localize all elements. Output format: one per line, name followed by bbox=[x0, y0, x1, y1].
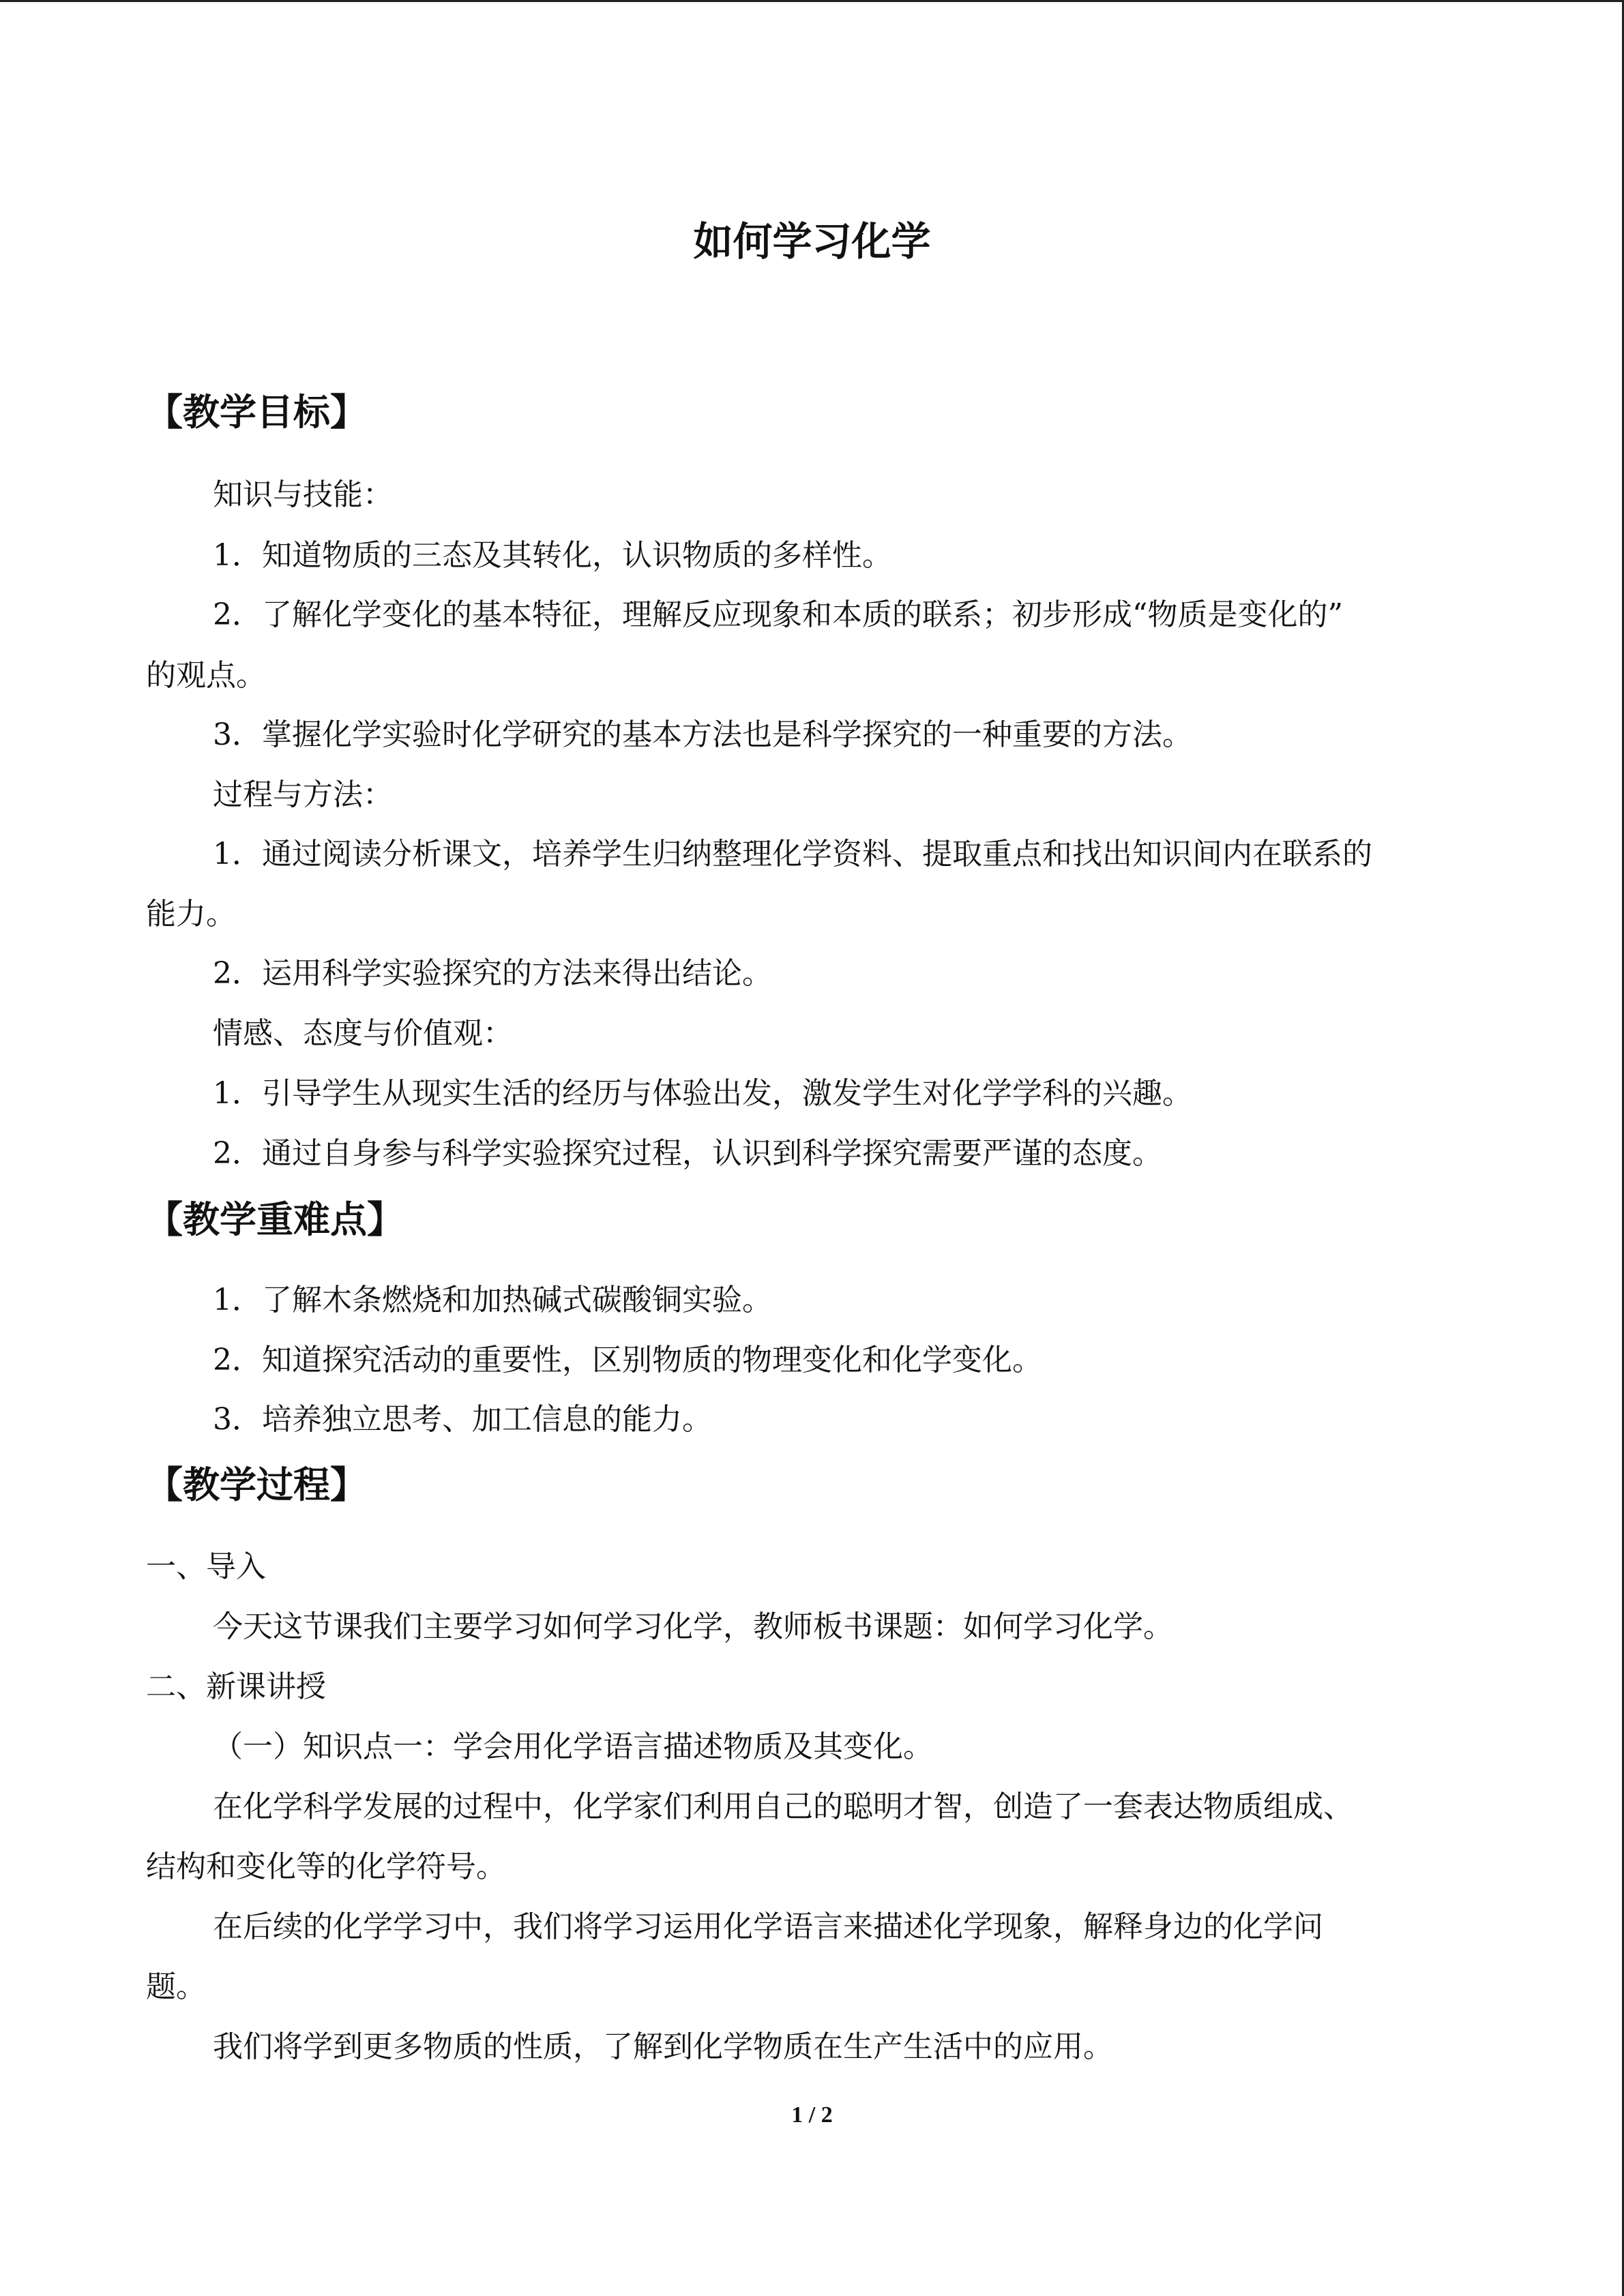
paragraph-line: 2．知道探究活动的重要性，区别物质的物理变化和化学变化。 bbox=[213, 1343, 1042, 1377]
paragraph-line: 在后续的化学学习中，我们将学习运用化学语言来描述化学现象，解释身边的化学问 bbox=[213, 1909, 1323, 1944]
paragraph-line: 2．了解化学变化的基本特征，理解反应现象和本质的联系；初步形成“物质是变化的” bbox=[213, 597, 1343, 632]
paragraph-line: 3．掌握化学实验时化学研究的基本方法也是科学探究的一种重要的方法。 bbox=[213, 717, 1192, 752]
paragraph-line: （一）知识点一：学会用化学语言描述物质及其变化。 bbox=[213, 1729, 933, 1764]
paragraph-line: 3．培养独立思考、加工信息的能力。 bbox=[213, 1402, 712, 1437]
section-heading-objectives: 【教学目标】 bbox=[146, 391, 367, 434]
paragraph-line: 能力。 bbox=[146, 897, 236, 931]
paragraph-line: 二、新课讲授 bbox=[146, 1669, 326, 1704]
paragraph-line: 1．知道物质的三态及其转化，认识物质的多样性。 bbox=[213, 538, 892, 573]
paragraph-line: 今天这节课我们主要学习如何学习化学，教师板书课题：如何学习化学。 bbox=[213, 1609, 1173, 1644]
section-heading-process: 【教学过程】 bbox=[146, 1463, 367, 1506]
paragraph-line: 题。 bbox=[146, 1969, 206, 2004]
document-title: 如何学习化学 bbox=[693, 218, 931, 265]
paragraph-line: 过程与方法： bbox=[213, 777, 393, 812]
page-number: 1 / 2 bbox=[791, 2102, 833, 2128]
paragraph-line: 2．运用科学实验探究的方法来得出结论。 bbox=[213, 956, 772, 991]
paragraph-line: 情感、态度与价值观： bbox=[213, 1016, 513, 1051]
page-border-top bbox=[0, 0, 1624, 2]
paragraph-line: 结构和变化等的化学符号。 bbox=[146, 1849, 506, 1884]
paragraph-line: 1．通过阅读分析课文，培养学生归纳整理化学资料、提取重点和找出知识间内在联系的 bbox=[213, 837, 1372, 871]
section-heading-key-points: 【教学重难点】 bbox=[146, 1198, 404, 1241]
paragraph-line: 一、导入 bbox=[146, 1549, 266, 1584]
paragraph-line: 1．引导学生从现实生活的经历与体验出发，激发学生对化学学科的兴趣。 bbox=[213, 1076, 1192, 1111]
paragraph-line: 我们将学到更多物质的性质，了解到化学物质在生产生活中的应用。 bbox=[213, 2029, 1113, 2064]
paragraph-line: 1．了解木条燃烧和加热碱式碳酸铜实验。 bbox=[213, 1283, 772, 1317]
paragraph-line: 在化学科学发展的过程中，化学家们利用自己的聪明才智，创造了一套表达物质组成、 bbox=[213, 1789, 1353, 1824]
paragraph-line: 的观点。 bbox=[146, 658, 266, 693]
paragraph-line: 知识与技能： bbox=[213, 477, 393, 512]
paragraph-line: 2．通过自身参与科学实验探究过程，认识到科学探究需要严谨的态度。 bbox=[213, 1136, 1162, 1171]
